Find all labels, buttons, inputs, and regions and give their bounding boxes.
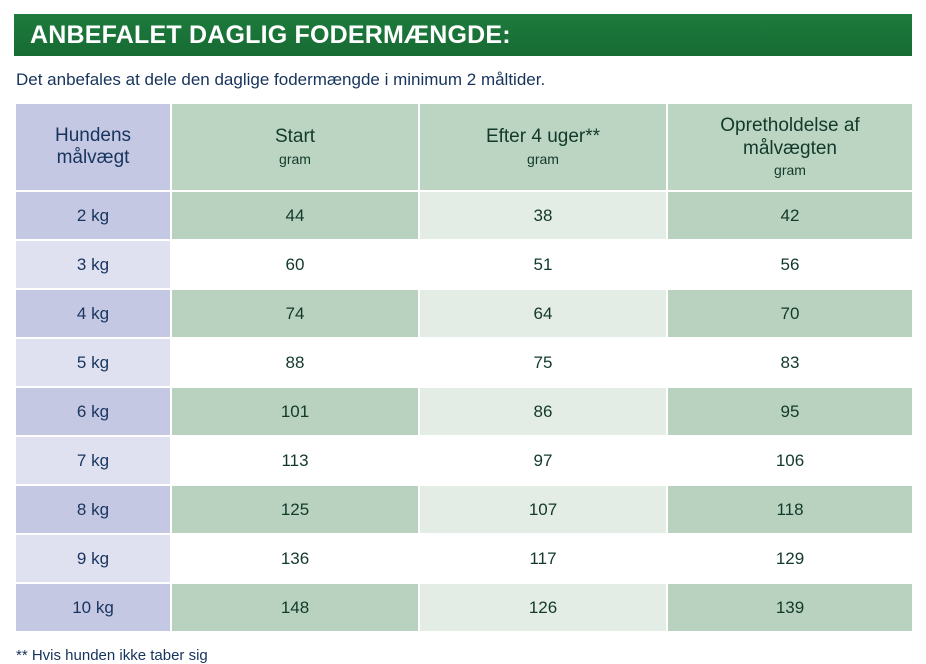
table-header-row (15, 103, 913, 191)
row-weight: 9 kg (15, 534, 171, 583)
column-header-maintenance-line2: målvægten (743, 137, 837, 159)
row-start: 44 (171, 191, 419, 240)
row-after4: 117 (419, 534, 667, 583)
row-start: 74 (171, 289, 419, 338)
column-header-maintenance-unit: gram (774, 162, 806, 179)
row-maintain: 95 (667, 387, 913, 436)
row-after4: 38 (419, 191, 667, 240)
row-start: 88 (171, 338, 419, 387)
row-start: 101 (171, 387, 419, 436)
row-weight: 2 kg (15, 191, 171, 240)
row-start: 148 (171, 583, 419, 632)
row-weight: 4 kg (15, 289, 171, 338)
table-row (15, 534, 913, 583)
table-row (15, 338, 913, 387)
column-header-weight-line2: målvægt (56, 147, 130, 168)
row-weight: 3 kg (15, 240, 171, 289)
row-maintain: 129 (667, 534, 913, 583)
feeding-amount-table (14, 102, 914, 633)
row-start: 60 (171, 240, 419, 289)
row-start: 125 (171, 485, 419, 534)
subheader-text: Det anbefales at dele den daglige fodermængde i minimum 2 måltider. (16, 70, 546, 89)
column-header-maintenance-line1: Opretholdelse af (720, 114, 860, 136)
table-row (15, 485, 913, 534)
table-row (15, 289, 913, 338)
row-maintain: 139 (667, 583, 913, 632)
row-start: 113 (171, 436, 419, 485)
row-weight: 8 kg (15, 485, 171, 534)
row-after4: 64 (419, 289, 667, 338)
row-weight: 6 kg (15, 387, 171, 436)
column-header-start-unit: gram (279, 151, 311, 167)
row-weight: 7 kg (15, 436, 171, 485)
column-header-start (171, 103, 419, 191)
row-after4: 126 (419, 583, 667, 632)
column-header-after4weeks-unit: gram (527, 151, 559, 167)
row-after4: 97 (419, 436, 667, 485)
column-header-start-label: Start (274, 126, 316, 148)
feeding-guide-page (0, 14, 926, 664)
row-weight: 10 kg (15, 583, 171, 632)
table-row (15, 583, 913, 632)
column-header-weight (15, 103, 171, 191)
column-header-after4weeks-label: Efter 4 uger** (485, 126, 601, 148)
row-maintain: 70 (667, 289, 913, 338)
column-header-weight-line1: Hundens (54, 125, 132, 147)
row-after4: 107 (419, 485, 667, 534)
table-row (15, 387, 913, 436)
page-title: ANBEFALET DAGLIG FODERMÆNGDE: (30, 20, 511, 49)
row-maintain: 42 (667, 191, 913, 240)
table-body (15, 191, 913, 632)
table-row (15, 191, 913, 240)
table-row (15, 240, 913, 289)
header-bar (14, 14, 912, 56)
column-header-maintenance (667, 103, 913, 191)
row-after4: 75 (419, 338, 667, 387)
row-maintain: 118 (667, 485, 913, 534)
row-maintain: 56 (667, 240, 913, 289)
row-maintain: 83 (667, 338, 913, 387)
row-after4: 86 (419, 387, 667, 436)
table-row (15, 436, 913, 485)
row-start: 136 (171, 534, 419, 583)
column-header-after4weeks (419, 103, 667, 191)
row-after4: 51 (419, 240, 667, 289)
row-weight: 5 kg (15, 338, 171, 387)
footnote-text: ** Hvis hunden ikke taber sig (16, 647, 208, 664)
table-header (15, 103, 913, 191)
row-maintain: 106 (667, 436, 913, 485)
